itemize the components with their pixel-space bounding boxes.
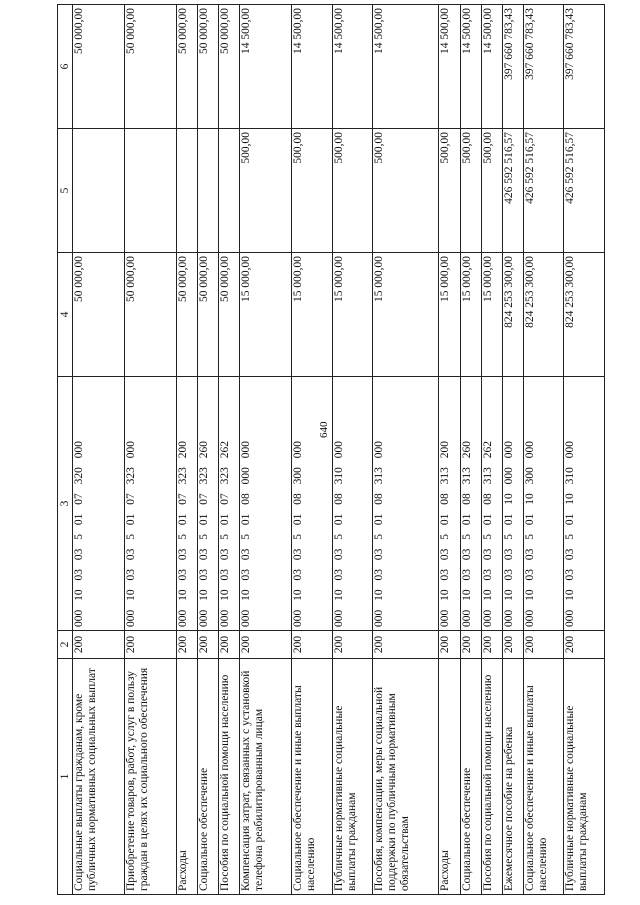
row-col5: 500,00	[373, 129, 439, 253]
table-row	[373, 5, 439, 895]
row-col2: 200	[198, 631, 219, 659]
row-name: Социальное обеспечение и иные выплаты населению	[292, 659, 333, 895]
row-code: 000 10 03 03 5 01 10 310 000	[564, 377, 605, 631]
row-col4: 50 000,00	[219, 253, 240, 377]
row-col2: 200	[523, 631, 564, 659]
row-name: Публичные нормативные социальные выплаты гражданам	[332, 659, 373, 895]
row-col4: 15 000,00	[439, 253, 460, 377]
row-code: 000 10 03 03 5 01 08 000 000	[240, 377, 292, 631]
row-col5	[219, 129, 240, 253]
row-col4: 15 000,00	[332, 253, 373, 377]
row-col4: 50 000,00	[177, 253, 198, 377]
header-cell: 5	[58, 129, 73, 253]
row-code: 000 10 03 03 5 01 10 000 000	[502, 377, 523, 631]
row-col4: 824 253 300,00	[502, 253, 523, 377]
row-col2: 200	[177, 631, 198, 659]
row-name: Социальное обеспечение и иные выплаты населению	[523, 659, 564, 895]
row-col4: 50 000,00	[125, 253, 177, 377]
table-row	[177, 5, 198, 895]
row-col4: 15 000,00	[460, 253, 481, 377]
header-cell: 6	[58, 5, 73, 129]
row-name: Расходы	[177, 659, 198, 895]
row-col2: 200	[240, 631, 292, 659]
row-col2: 200	[292, 631, 333, 659]
row-col4: 50 000,00	[198, 253, 219, 377]
table-row	[460, 5, 481, 895]
row-col6: 14 500,00	[481, 5, 502, 129]
row-col4: 15 000,00	[292, 253, 333, 377]
row-code: 000 10 03 03 5 01 08 313 262	[481, 377, 502, 631]
row-col5: 500,00	[240, 129, 292, 253]
row-code: 000 10 03 03 5 01 07 320 000	[73, 377, 125, 631]
rotated-table-wrapper	[57, 5, 605, 895]
row-col5: 500,00	[332, 129, 373, 253]
table-row	[292, 5, 333, 895]
table-row	[198, 5, 219, 895]
table-row	[564, 5, 605, 895]
page-number: 640	[318, 421, 330, 438]
row-col6: 14 500,00	[240, 5, 292, 129]
row-code: 000 10 03 03 5 01 08 313 260	[460, 377, 481, 631]
row-col5	[198, 129, 219, 253]
row-col5: 500,00	[481, 129, 502, 253]
row-col5	[73, 129, 125, 253]
row-col4: 15 000,00	[481, 253, 502, 377]
table-row	[332, 5, 373, 895]
row-col5: 500,00	[292, 129, 333, 253]
row-col6: 14 500,00	[460, 5, 481, 129]
row-col2: 200	[460, 631, 481, 659]
row-col2: 200	[125, 631, 177, 659]
row-col6: 50 000,00	[198, 5, 219, 129]
row-col6: 14 500,00	[373, 5, 439, 129]
row-col4: 15 000,00	[240, 253, 292, 377]
row-col6: 50 000,00	[219, 5, 240, 129]
row-col6: 397 660 783,43	[523, 5, 564, 129]
table-row	[219, 5, 240, 895]
table-row	[73, 5, 125, 895]
row-code: 000 10 03 03 5 01 08 300 000	[292, 377, 333, 631]
row-code: 000 10 03 03 5 01 07 323 260	[198, 377, 219, 631]
row-col6: 50 000,00	[73, 5, 125, 129]
table-row	[523, 5, 564, 895]
row-name: Пособия по социальной помощи населению	[219, 659, 240, 895]
row-col6: 50 000,00	[177, 5, 198, 129]
row-code: 000 10 03 03 5 01 08 313 200	[439, 377, 460, 631]
row-name: Ежемесячное пособие на ребенка	[502, 659, 523, 895]
row-col4: 824 253 300,00	[564, 253, 605, 377]
row-col2: 200	[219, 631, 240, 659]
row-col6: 397 660 783,43	[502, 5, 523, 129]
row-col4: 50 000,00	[73, 253, 125, 377]
row-name: Публичные нормативные социальные выплаты гражданам	[564, 659, 605, 895]
row-col6: 14 500,00	[292, 5, 333, 129]
row-code: 000 10 03 03 5 01 07 323 262	[219, 377, 240, 631]
row-col6: 397 660 783,43	[564, 5, 605, 129]
row-col4: 824 253 300,00	[523, 253, 564, 377]
row-col5: 426 592 516,57	[564, 129, 605, 253]
row-col6: 50 000,00	[125, 5, 177, 129]
header-cell: 1	[58, 659, 73, 895]
row-col6: 14 500,00	[439, 5, 460, 129]
budget-table	[57, 4, 605, 895]
row-col2: 200	[481, 631, 502, 659]
row-code: 000 10 03 03 5 01 08 313 000	[373, 377, 439, 631]
row-col2: 200	[439, 631, 460, 659]
header-row	[58, 5, 73, 895]
row-name: Социальные выплаты гражданам, кроме публичных нормативных социальных выплат	[73, 659, 125, 895]
row-code: 000 10 03 03 5 01 08 310 000	[332, 377, 373, 631]
row-col2: 200	[564, 631, 605, 659]
row-col5: 500,00	[460, 129, 481, 253]
table-row	[439, 5, 460, 895]
header-cell: 3	[58, 377, 73, 631]
row-name: Компенсация затрат, связанных с установкой телефона реабилитированным лицам	[240, 659, 292, 895]
row-col5	[177, 129, 198, 253]
row-col5: 426 592 516,57	[502, 129, 523, 253]
row-col2: 200	[332, 631, 373, 659]
row-name: Пособия по социальной помощи населению	[481, 659, 502, 895]
row-col2: 200	[502, 631, 523, 659]
row-col5: 426 592 516,57	[523, 129, 564, 253]
row-name: Расходы	[439, 659, 460, 895]
row-col2: 200	[373, 631, 439, 659]
row-col5: 500,00	[439, 129, 460, 253]
row-name: Социальное обеспечение	[460, 659, 481, 895]
row-col2: 200	[73, 631, 125, 659]
row-code: 000 10 03 03 5 01 10 300 000	[523, 377, 564, 631]
row-name: Социальное обеспечение	[198, 659, 219, 895]
row-col4: 15 000,00	[373, 253, 439, 377]
row-name: Приобретение товаров, работ, услуг в пользу граждан в целях их социального обеспечения	[125, 659, 177, 895]
header-cell: 2	[58, 631, 73, 659]
table-row	[481, 5, 502, 895]
table-row	[125, 5, 177, 895]
row-col6: 14 500,00	[332, 5, 373, 129]
row-name: Пособия, компенсации, меры социальной поддержки по публичным нормативным обязательствам	[373, 659, 439, 895]
table-row	[240, 5, 292, 895]
row-code: 000 10 03 03 5 01 07 323 000	[125, 377, 177, 631]
row-code: 000 10 03 03 5 01 07 323 200	[177, 377, 198, 631]
row-col5	[125, 129, 177, 253]
header-cell: 4	[58, 253, 73, 377]
table-row	[502, 5, 523, 895]
